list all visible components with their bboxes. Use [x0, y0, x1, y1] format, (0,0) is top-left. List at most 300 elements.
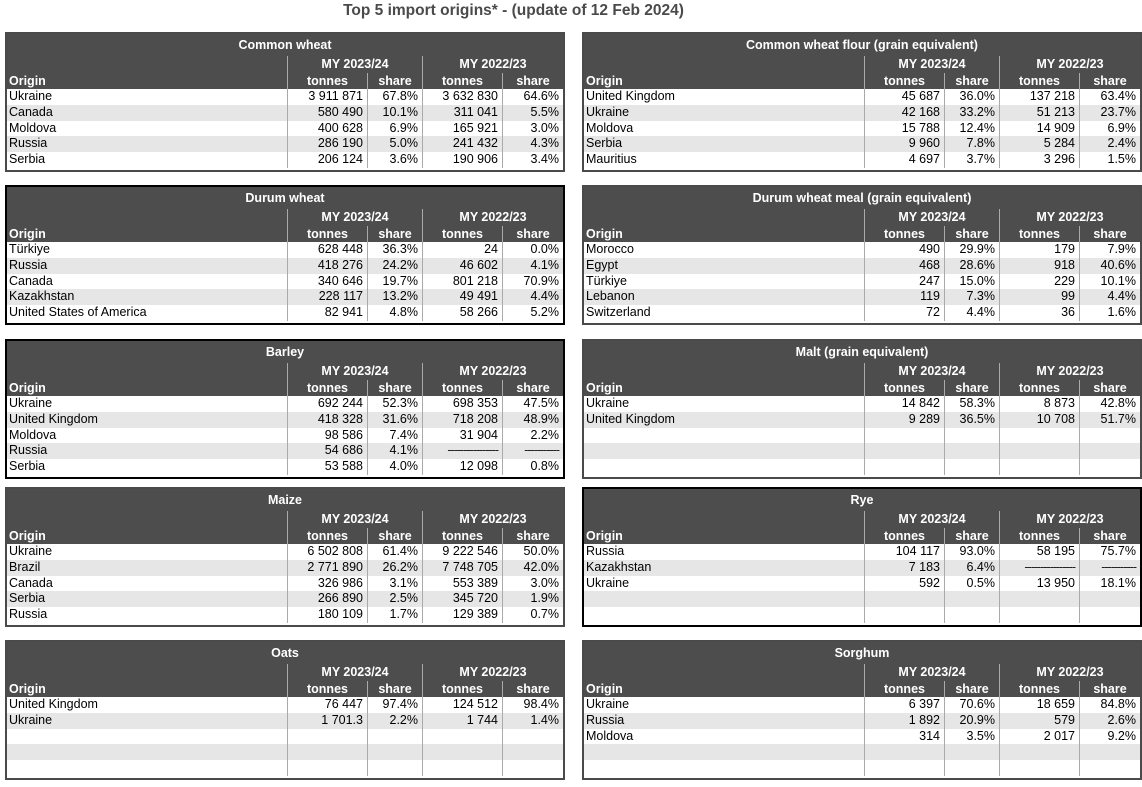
tonnes-current-cell	[864, 760, 944, 776]
tonnes-previous-cell: 58 266	[422, 305, 502, 321]
table-row	[7, 289, 563, 305]
page-title: Top 5 import origins* - (update of 12 Feb 2024)	[343, 2, 684, 19]
tonnes-previous-cell	[999, 760, 1079, 776]
tonnes-current-cell	[287, 744, 367, 760]
tonnes-header: tonnes	[287, 226, 367, 242]
table-row	[584, 152, 1140, 168]
table-row	[584, 105, 1140, 121]
marketing-year-header	[584, 363, 1140, 380]
table-body	[7, 89, 563, 168]
column-header	[584, 380, 1140, 396]
share-current-cell	[367, 729, 422, 745]
import-table	[582, 339, 1142, 479]
table-body	[7, 697, 563, 776]
tonnes-previous-cell: 129 389	[422, 607, 502, 623]
header-spacer	[7, 664, 287, 681]
table-row	[584, 305, 1140, 321]
tonnes-current-cell: 72	[864, 305, 944, 321]
tonnes-current-cell	[864, 591, 944, 607]
tonnes-current-cell	[864, 607, 944, 623]
tonnes-previous-cell: 9 222 546	[422, 544, 502, 560]
share-current-cell: 4.0%	[367, 459, 422, 475]
share-previous-cell: 0.8%	[502, 459, 563, 475]
tonnes-previous-cell	[999, 744, 1079, 760]
import-table	[582, 487, 1142, 627]
tonnes-previous-cell: 3 632 830	[422, 89, 502, 105]
tonnes-current-cell: 592	[864, 576, 944, 592]
share-previous-cell: 1.4%	[502, 713, 563, 729]
tonnes-current-cell: 206 124	[287, 152, 367, 168]
share-previous-cell: 70.9%	[502, 274, 563, 290]
share-current-cell: 4.8%	[367, 305, 422, 321]
tonnes-current-cell: 54 686	[287, 443, 367, 459]
origin-cell	[7, 729, 287, 745]
tonnes-current-cell: 3 911 871	[287, 89, 367, 105]
share-current-cell: 10.1%	[367, 105, 422, 121]
tonnes-previous-cell	[422, 744, 502, 760]
origin-cell	[584, 760, 864, 776]
tonnes-previous-cell: 99	[999, 289, 1079, 305]
column-header	[7, 380, 563, 396]
tonnes-previous-cell: 10 708	[999, 412, 1079, 428]
share-current-cell: 7.8%	[944, 136, 999, 152]
share-previous-cell: 4.3%	[502, 136, 563, 152]
table-title: Sorghum	[584, 642, 1140, 664]
share-previous-cell	[502, 729, 563, 745]
share-previous-cell	[502, 744, 563, 760]
tonnes-header: tonnes	[287, 528, 367, 544]
tonnes-current-cell: 119	[864, 289, 944, 305]
tonnes-previous-cell: 51 213	[999, 105, 1079, 121]
share-current-cell: 0.5%	[944, 576, 999, 592]
tonnes-header: tonnes	[287, 380, 367, 396]
tonnes-current-cell	[864, 459, 944, 475]
share-current-cell: 52.3%	[367, 396, 422, 412]
tonnes-header: tonnes	[999, 528, 1079, 544]
tonnes-header: tonnes	[999, 73, 1079, 89]
table-row	[7, 697, 563, 713]
tonnes-previous-cell: 801 218	[422, 274, 502, 290]
tonnes-header: tonnes	[422, 226, 502, 242]
import-table	[5, 339, 565, 479]
origin-cell	[584, 607, 864, 623]
share-current-cell: 6.9%	[367, 121, 422, 137]
table-row	[7, 136, 563, 152]
tonnes-previous-cell: 2 017	[999, 729, 1079, 745]
share-previous-cell: 5.2%	[502, 305, 563, 321]
table-title: Common wheat	[7, 34, 563, 56]
tonnes-current-cell	[287, 760, 367, 776]
table-row	[7, 89, 563, 105]
share-header: share	[944, 73, 999, 89]
share-current-cell	[367, 760, 422, 776]
tonnes-current-cell: 42 168	[864, 105, 944, 121]
tonnes-current-cell: 6 502 808	[287, 544, 367, 560]
header-spacer	[7, 363, 287, 380]
share-current-cell	[944, 459, 999, 475]
share-previous-cell: 1.6%	[1079, 305, 1140, 321]
share-current-cell: 31.6%	[367, 412, 422, 428]
table-row	[584, 412, 1140, 428]
origin-header: Origin	[9, 529, 46, 543]
share-current-cell: 33.2%	[944, 105, 999, 121]
origin-cell: Moldova	[9, 427, 57, 442]
tonnes-previous-cell: 12 098	[422, 459, 502, 475]
share-current-cell	[944, 744, 999, 760]
table-row	[7, 760, 563, 776]
origin-cell: Ukraine	[586, 396, 630, 410]
tonnes-previous-cell	[999, 591, 1079, 607]
share-current-cell: 61.4%	[367, 544, 422, 560]
tonnes-previous-cell: 7 748 705	[422, 560, 502, 576]
origin-cell	[584, 428, 864, 444]
origin-cell: Kazakhstan	[586, 559, 652, 574]
origin-cell: Russia	[9, 607, 48, 622]
share-previous-cell: 40.6%	[1079, 258, 1140, 274]
table-title: Common wheat flour (grain equivalent)	[584, 34, 1140, 56]
tonnes-current-cell	[864, 744, 944, 760]
origin-cell: Canada	[9, 104, 53, 119]
share-current-cell: 12.4%	[944, 121, 999, 137]
tonnes-previous-cell: 229	[999, 274, 1079, 290]
origin-header: Origin	[9, 227, 46, 241]
share-current-cell: 36.5%	[944, 412, 999, 428]
share-current-cell: 26.2%	[367, 560, 422, 576]
table-row	[584, 89, 1140, 105]
table-row	[7, 274, 563, 290]
tonnes-previous-cell	[999, 607, 1079, 623]
tonnes-header: tonnes	[287, 681, 367, 697]
share-header: share	[944, 681, 999, 697]
share-current-cell: 4.4%	[944, 305, 999, 321]
table-row	[584, 729, 1140, 745]
my-previous-header: MY 2022/23	[422, 664, 563, 681]
my-current-header: MY 2023/24	[864, 511, 999, 528]
table-row	[584, 607, 1140, 623]
my-previous-header: MY 2022/23	[422, 363, 563, 380]
share-previous-cell: 3.0%	[502, 576, 563, 592]
tonnes-current-cell: 266 890	[287, 591, 367, 607]
tonnes-current-cell: 580 490	[287, 105, 367, 121]
column-header	[7, 528, 563, 544]
origin-cell: Ukraine	[9, 396, 53, 410]
table-row	[7, 591, 563, 607]
table-row	[7, 576, 563, 592]
origin-header: Origin	[586, 529, 623, 543]
share-previous-cell: 64.6%	[502, 89, 563, 105]
origin-header: Origin	[586, 381, 623, 395]
origin-cell: Moldova	[9, 120, 57, 135]
tonnes-header: tonnes	[864, 73, 944, 89]
share-current-cell: 58.3%	[944, 396, 999, 412]
tonnes-current-cell: 104 117	[864, 544, 944, 560]
share-current-cell: 15.0%	[944, 274, 999, 290]
import-table	[582, 32, 1142, 172]
share-current-cell: 13.2%	[367, 289, 422, 305]
origin-cell: Moldova	[586, 728, 634, 743]
origin-header: Origin	[586, 682, 623, 696]
tonnes-previous-cell: 18 659	[999, 697, 1079, 713]
origin-cell: Russia	[586, 712, 625, 727]
tonnes-previous-cell: 698 353	[422, 396, 502, 412]
tonnes-current-cell: 180 109	[287, 607, 367, 623]
share-header: share	[367, 380, 422, 396]
tonnes-header: tonnes	[422, 528, 502, 544]
tonnes-previous-cell: 8 873	[999, 396, 1079, 412]
tonnes-previous-cell: 24	[422, 242, 502, 258]
table-row	[7, 258, 563, 274]
share-previous-cell: 98.4%	[502, 697, 563, 713]
table-title: Durum wheat	[7, 187, 563, 209]
table-title: Durum wheat meal (grain equivalent)	[584, 187, 1140, 209]
table-row	[584, 396, 1140, 412]
import-table	[582, 640, 1142, 780]
table-row	[584, 289, 1140, 305]
origin-header: Origin	[586, 74, 623, 88]
origin-cell: United Kingdom	[9, 411, 98, 426]
share-previous-cell	[502, 760, 563, 776]
origin-cell: Egypt	[586, 257, 618, 272]
origin-cell: Kazakhstan	[9, 289, 75, 304]
table-title: Barley	[7, 341, 563, 363]
tonnes-current-cell: 1 892	[864, 713, 944, 729]
share-header: share	[1079, 681, 1140, 697]
import-table	[5, 185, 565, 325]
share-previous-cell: 6.9%	[1079, 121, 1140, 137]
share-previous-cell: 5.5%	[502, 105, 563, 121]
marketing-year-header	[7, 511, 563, 528]
share-header: share	[502, 226, 563, 242]
share-current-cell: 93.0%	[944, 544, 999, 560]
share-previous-cell: -----------	[502, 443, 563, 459]
share-header: share	[367, 73, 422, 89]
tonnes-current-cell: 628 448	[287, 242, 367, 258]
tonnes-previous-cell: 190 906	[422, 152, 502, 168]
my-current-header: MY 2023/24	[287, 363, 422, 380]
tonnes-current-cell: 314	[864, 729, 944, 745]
tonnes-current-cell: 418 276	[287, 258, 367, 274]
share-current-cell: 29.9%	[944, 242, 999, 258]
origin-cell: United Kingdom	[586, 411, 675, 426]
share-previous-cell: 3.4%	[502, 152, 563, 168]
share-previous-cell: 0.7%	[502, 607, 563, 623]
tonnes-current-cell: 1 701.3	[287, 713, 367, 729]
table-row	[584, 443, 1140, 459]
table-row	[584, 274, 1140, 290]
column-header	[584, 528, 1140, 544]
share-current-cell	[367, 744, 422, 760]
my-previous-header: MY 2022/23	[422, 56, 563, 73]
share-header: share	[1079, 73, 1140, 89]
column-header	[584, 226, 1140, 242]
share-previous-cell: 75.7%	[1079, 544, 1140, 560]
tonnes-previous-cell	[999, 428, 1079, 444]
origin-cell: Türkiye	[9, 242, 50, 256]
my-current-header: MY 2023/24	[287, 56, 422, 73]
table-body	[7, 544, 563, 623]
tonnes-previous-cell: 553 389	[422, 576, 502, 592]
origin-header: Origin	[9, 381, 46, 395]
origin-cell: Serbia	[586, 136, 623, 151]
tonnes-previous-cell: 1 744	[422, 713, 502, 729]
header-spacer	[7, 511, 287, 528]
tonnes-current-cell: 692 244	[287, 396, 367, 412]
share-current-cell	[944, 443, 999, 459]
tonnes-current-cell: 326 986	[287, 576, 367, 592]
table-body	[584, 396, 1140, 475]
share-previous-cell	[1079, 591, 1140, 607]
tonnes-previous-cell: 311 041	[422, 105, 502, 121]
share-current-cell: 3.7%	[944, 152, 999, 168]
header-spacer	[584, 363, 864, 380]
share-previous-cell: 3.0%	[502, 121, 563, 137]
column-header	[584, 681, 1140, 697]
tonnes-current-cell: 45 687	[864, 89, 944, 105]
share-current-cell: 36.0%	[944, 89, 999, 105]
tonnes-current-cell: 9 289	[864, 412, 944, 428]
tonnes-previous-cell: ----------------	[999, 560, 1079, 576]
table-row	[584, 591, 1140, 607]
tonnes-previous-cell	[422, 760, 502, 776]
table-title: Maize	[7, 489, 563, 511]
tonnes-header: tonnes	[864, 380, 944, 396]
table-row	[584, 560, 1140, 576]
share-current-cell: 3.6%	[367, 152, 422, 168]
share-previous-cell: -----------	[1079, 560, 1140, 576]
table-body	[7, 242, 563, 321]
tonnes-previous-cell: 58 195	[999, 544, 1079, 560]
table-row	[7, 729, 563, 745]
my-previous-header: MY 2022/23	[999, 511, 1140, 528]
share-previous-cell: 7.9%	[1079, 242, 1140, 258]
share-current-cell: 24.2%	[367, 258, 422, 274]
share-previous-cell: 2.4%	[1079, 136, 1140, 152]
share-previous-cell: 42.8%	[1079, 396, 1140, 412]
share-previous-cell: 48.9%	[502, 412, 563, 428]
share-previous-cell: 4.1%	[502, 258, 563, 274]
share-previous-cell	[1079, 607, 1140, 623]
my-previous-header: MY 2022/23	[999, 209, 1140, 226]
table-row	[584, 544, 1140, 560]
origin-cell: Türkiye	[586, 273, 627, 288]
share-previous-cell: 50.0%	[502, 544, 563, 560]
origin-cell: Ukraine	[586, 104, 630, 119]
marketing-year-header	[584, 511, 1140, 528]
share-header: share	[502, 528, 563, 544]
tonnes-header: tonnes	[287, 73, 367, 89]
share-header: share	[1079, 528, 1140, 544]
share-header: share	[502, 681, 563, 697]
table-row	[584, 576, 1140, 592]
tonnes-current-cell: 15 788	[864, 121, 944, 137]
origin-cell: Ukraine	[9, 712, 53, 727]
tonnes-current-cell: 490	[864, 242, 944, 258]
tonnes-header: tonnes	[864, 226, 944, 242]
share-previous-cell: 2.6%	[1079, 713, 1140, 729]
tonnes-previous-cell: 345 720	[422, 591, 502, 607]
table-row	[584, 242, 1140, 258]
origin-cell: Brazil	[9, 559, 41, 574]
marketing-year-header	[7, 664, 563, 681]
share-previous-cell: 84.8%	[1079, 697, 1140, 713]
share-current-cell: 2.2%	[367, 713, 422, 729]
origin-cell: Russia	[586, 544, 625, 558]
tonnes-current-cell: 9 960	[864, 136, 944, 152]
origin-cell	[584, 744, 864, 760]
share-header: share	[367, 681, 422, 697]
origin-cell	[7, 744, 287, 760]
tonnes-previous-cell: ----------------	[422, 443, 502, 459]
table-body	[584, 89, 1140, 168]
table-row	[7, 396, 563, 412]
table-row	[584, 428, 1140, 444]
my-current-header: MY 2023/24	[864, 209, 999, 226]
table-row	[7, 544, 563, 560]
share-current-cell	[944, 607, 999, 623]
tonnes-previous-cell: 718 208	[422, 412, 502, 428]
table-body	[7, 396, 563, 475]
header-spacer	[584, 511, 864, 528]
share-current-cell	[944, 760, 999, 776]
share-previous-cell: 51.7%	[1079, 412, 1140, 428]
tonnes-previous-cell: 241 432	[422, 136, 502, 152]
origin-cell: United Kingdom	[9, 697, 98, 711]
table-row	[7, 744, 563, 760]
share-current-cell: 19.7%	[367, 274, 422, 290]
share-previous-cell: 0.0%	[502, 242, 563, 258]
marketing-year-header	[584, 56, 1140, 73]
share-current-cell: 70.6%	[944, 697, 999, 713]
tonnes-current-cell: 400 628	[287, 121, 367, 137]
share-previous-cell	[1079, 760, 1140, 776]
tonnes-current-cell	[864, 443, 944, 459]
tonnes-previous-cell: 49 491	[422, 289, 502, 305]
my-previous-header: MY 2022/23	[422, 511, 563, 528]
table-row	[7, 607, 563, 623]
tonnes-header: tonnes	[999, 380, 1079, 396]
import-table	[582, 185, 1142, 325]
header-spacer	[7, 56, 287, 73]
origin-header: Origin	[9, 682, 46, 696]
header-spacer	[7, 209, 287, 226]
table-row	[584, 258, 1140, 274]
share-previous-cell	[1079, 443, 1140, 459]
share-previous-cell: 63.4%	[1079, 89, 1140, 105]
marketing-year-header	[7, 209, 563, 226]
origin-cell: Russia	[9, 257, 48, 272]
tonnes-header: tonnes	[422, 681, 502, 697]
import-table	[5, 32, 565, 172]
origin-cell: United Kingdom	[586, 89, 675, 103]
table-row	[7, 560, 563, 576]
origin-cell	[584, 591, 864, 607]
tonnes-current-cell	[864, 428, 944, 444]
tonnes-header: tonnes	[422, 73, 502, 89]
origin-header: Origin	[9, 74, 46, 88]
share-previous-cell: 42.0%	[502, 560, 563, 576]
share-previous-cell: 2.2%	[502, 428, 563, 444]
share-current-cell	[944, 591, 999, 607]
tonnes-current-cell: 468	[864, 258, 944, 274]
tonnes-current-cell: 228 117	[287, 289, 367, 305]
tonnes-previous-cell: 3 296	[999, 152, 1079, 168]
header-spacer	[584, 209, 864, 226]
origin-cell: Serbia	[9, 152, 46, 167]
tonnes-current-cell: 286 190	[287, 136, 367, 152]
tonnes-current-cell: 76 447	[287, 697, 367, 713]
tonnes-previous-cell: 179	[999, 242, 1079, 258]
share-current-cell: 67.8%	[367, 89, 422, 105]
